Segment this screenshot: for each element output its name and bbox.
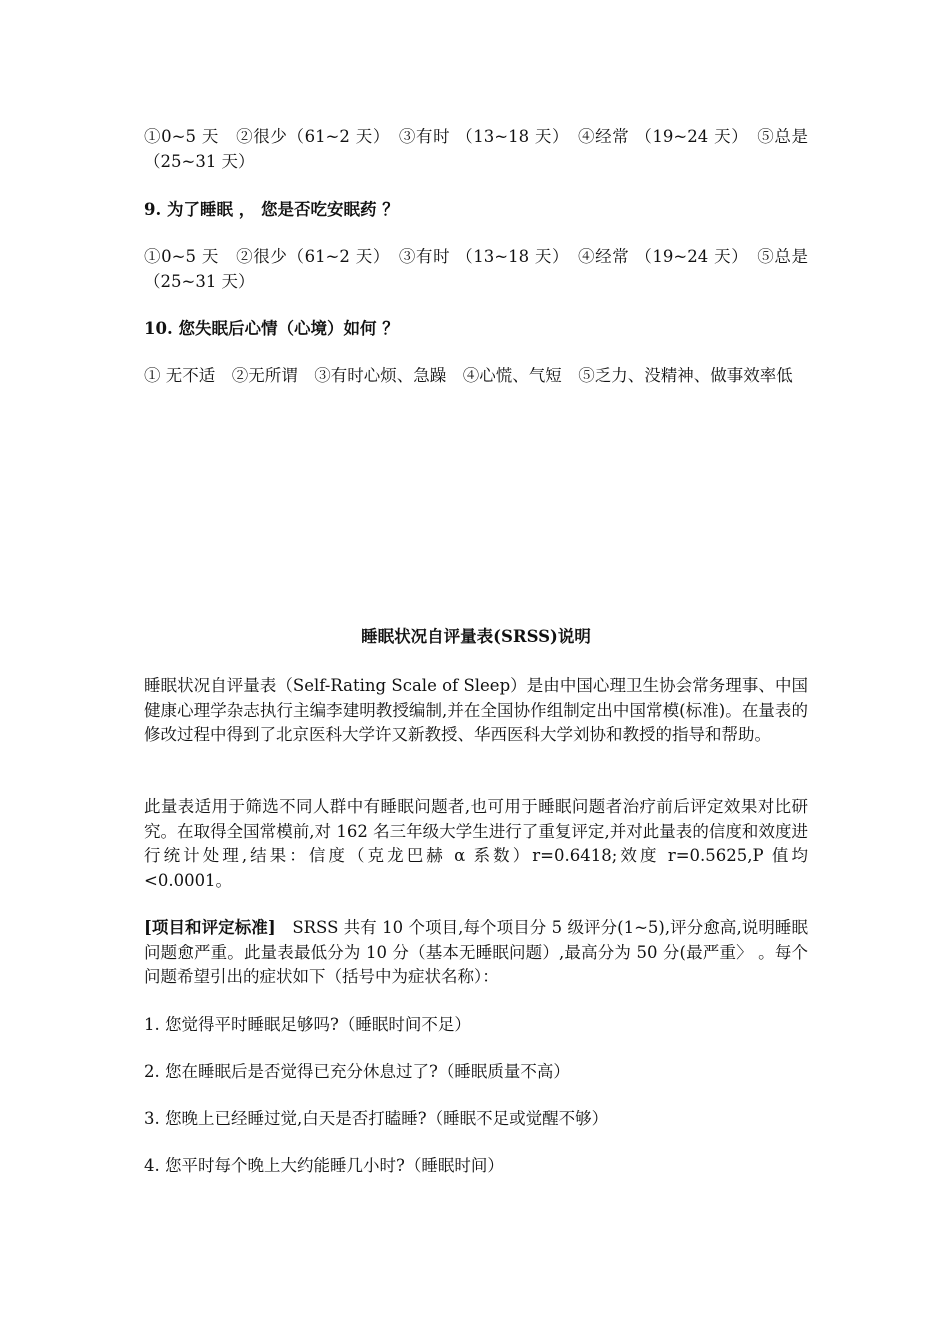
item-2: 2. 您在睡眠后是否觉得已充分休息过了?（睡眠质量不高） (144, 1062, 570, 1081)
q10-question: 10. 您失眠后心情（心境）如何 ？ (144, 319, 399, 338)
q9-question: 9. 为了睡眠 ， 您是否吃安眠药 ？ (144, 200, 399, 219)
q10-options: ① 无不适 ②无所谓 ③有时心烦、急躁 ④心慌、气短 ⑤乏力、没精神、做事效率低 (144, 366, 793, 385)
criteria-label: [项目和评定标准] (144, 918, 276, 937)
section-title: 睡眠状况自评量表(SRSS)说明 (361, 627, 591, 646)
intro-paragraph: 睡眠状况自评量表（Self-Rating Scale of Sleep）是由中国心理卫生协会常务理事、中国健康心理学杂志执行主编李建明教授编制,并在全国协作组制定出中国常模(标准)。在量表的修改过程中得到了北京医科大学许又新教授、华西医科大学刘协和教授的指导和帮助。 (144, 676, 808, 744)
q9-options: ①0~5 天 ②很少（61~2 天） ③有时 （13~18 天） ④经常 （19~24 天） ⑤总是 （25~31 天） (144, 247, 808, 291)
q8-options: ①0~5 天 ②很少（61~2 天） ③有时 （13~18 天） ④经常 （19~24 天） ⑤总是 （25~31 天） (144, 127, 808, 171)
criteria-paragraph (144, 916, 808, 990)
item-3: 3. 您晚上已经睡过觉,白天是否打瞌睡?（睡眠不足或觉醒不够） (144, 1109, 609, 1128)
item-1: 1. 您觉得平时睡眠足够吗?（睡眠时间不足） (144, 1015, 471, 1034)
criteria-text: SRSS 共有 10 个项目,每个项目分 5 级评分(1~5),评分愈高,说明睡眠问题愈严重。此量表最低分为 10 分（基本无睡眠问题）,最高分为 50 分(最严重〉 。每个问题希望引出的症状如下（括号中为症状名称）： (144, 918, 808, 986)
usage-paragraph: 此量表适用于筛选不同人群中有睡眠问题者,也可用于睡眠问题者治疗前后评定效果对比研究。在取得全国常模前,对 162 名三年级大学生进行了重复评定,并对此量表的信度和效度进行统计处理,结果：信度（克龙巴赫 α 系数）r=0.6418;效度 r=0.5625,P 值均<0.0001。 (144, 797, 808, 890)
item-4: 4. 您平时每个晚上大约能睡几小时?（睡眠时间） (144, 1156, 504, 1175)
